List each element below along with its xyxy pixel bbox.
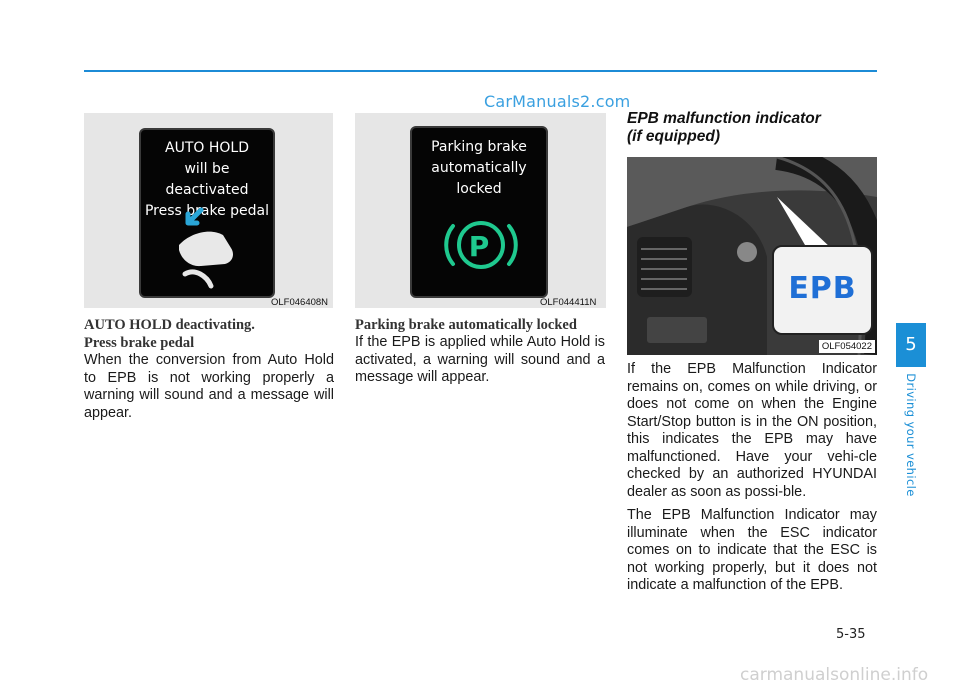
heading-line: EPB malfunction indicator [627,110,821,127]
cluster-display [139,128,275,298]
epb-indicator-badge: EPB [788,271,857,306]
cluster-display [410,126,548,298]
watermark-top[interactable]: CarManuals2.com [484,92,631,111]
paragraph: If the EPB Malfunction Indicator remains on, comes on while driving, or does not come on when the Engine Start/Stop button is in the ON position, this indicates the EPB may have malfunctioned. Have your vehi-cle checked by an authorized HYUNDAI dealer as soon as possi-ble. [627,361,877,500]
section-heading-epb [627,110,821,146]
chapter-tab[interactable]: 5 [896,323,926,367]
heading-line: AUTO HOLD deactivating. [84,317,255,333]
watermark-bottom[interactable]: carmanualsonline.info [740,665,929,685]
foot-on-pedal-icon [141,190,277,300]
display-message: Parking brake automatically locked [431,139,527,197]
section-heading-parking-brake: Parking brake automatically locked [355,317,577,333]
chapter-label [898,370,924,500]
parking-brake-body [355,334,605,393]
header-rule [84,70,877,72]
chapter-label-text: Driving your vehicle [904,373,918,497]
heading-line: Press brake pedal [84,335,195,351]
paragraph: When the conversion from Auto Hold to EPB is not working properly a warning will sound and a message will appear. [84,352,334,421]
auto-hold-body [84,352,334,428]
epb-callout [772,245,873,335]
heading-line: (if equipped) [627,128,720,145]
auto-hold-illustration [84,113,333,308]
figure-code: OLF054022 [819,340,875,353]
paragraph: If the EPB is applied while Auto Hold is activated, a warning will sound and a message will appear. [355,334,605,385]
parking-brake-letter: P [468,230,490,263]
section-heading-auto-hold [84,316,344,352]
page-number: 5-35 [836,627,866,642]
parking-brake-illustration [355,113,606,308]
paragraph: The EPB Malfunction Indicator may illuminate when the ESC indicator comes on to indicate that the ESC is not working properly, but it does not indicate a malfunction of the EPB. [627,507,877,593]
figure-code: OLF046408N [271,297,329,308]
display-message: AUTO HOLD will be deactivated Press brake pedal [144,140,270,219]
figure-code: OLF044411N [540,297,597,308]
dashboard-photo [627,157,877,355]
epb-body [627,361,877,601]
